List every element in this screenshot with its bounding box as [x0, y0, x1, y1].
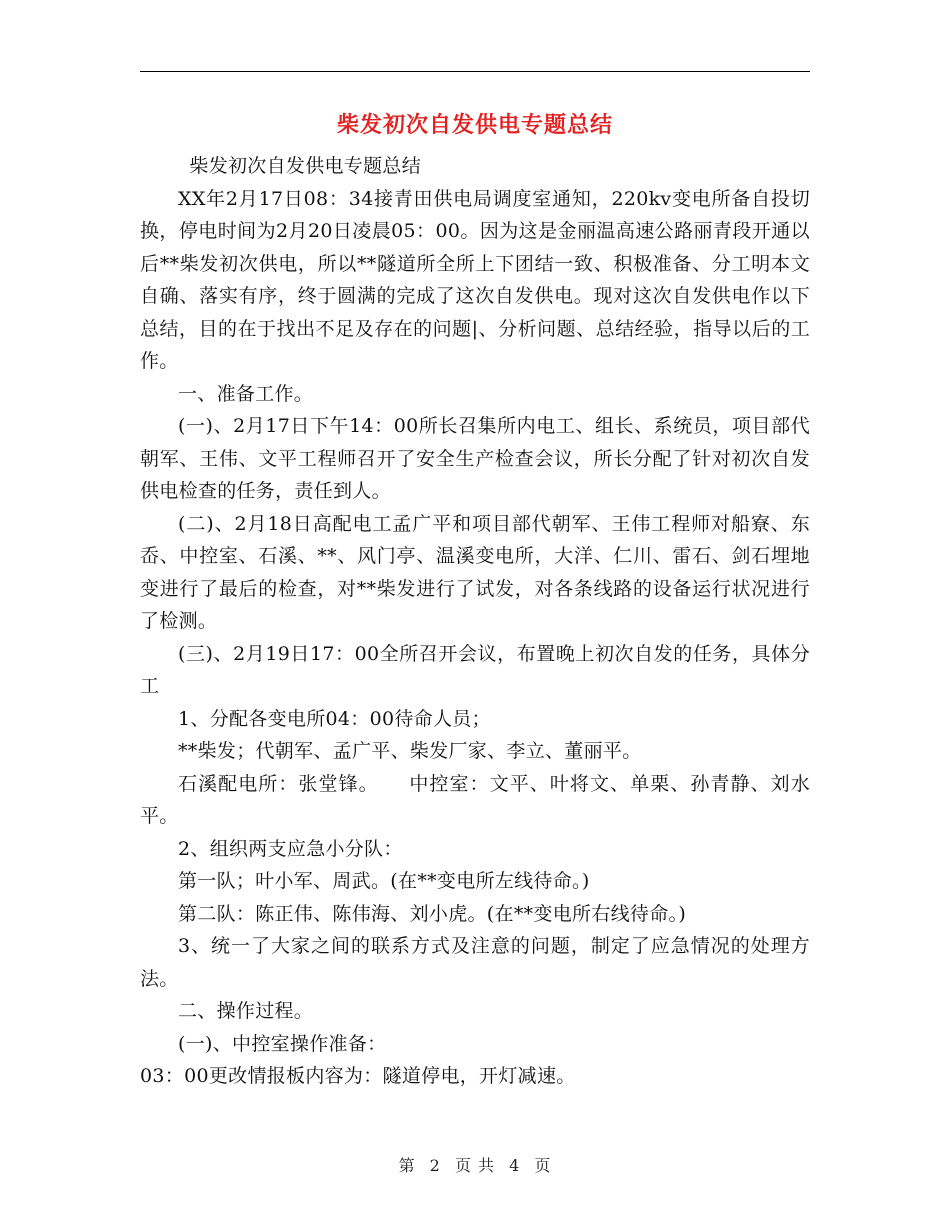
- paragraph: 3、统一了大家之间的联系方式及注意的问题，制定了应急情况的处理方法。: [140, 935, 810, 990]
- footer-suffix: 页: [534, 1156, 552, 1175]
- paragraph: 二、操作过程。: [178, 1000, 314, 1022]
- document-subtitle: 柴发初次自发供电专题总结: [189, 155, 421, 177]
- header-rule: [140, 71, 810, 72]
- paragraph: 石溪配电所：张堂锋。 中控室：文平、叶将文、单栗、孙青静、刘水平。: [140, 772, 810, 827]
- footer-prefix: 第: [398, 1156, 416, 1175]
- paragraph: 2、组织两支应急小分队：: [178, 837, 403, 860]
- footer-middle: 页 共: [454, 1156, 496, 1175]
- page-footer: [0, 1153, 950, 1176]
- footer-page-total: 4: [509, 1156, 521, 1175]
- paragraph: (一)、中控室操作准备：: [178, 1032, 387, 1055]
- paragraph: (二)、2月18日高配电工孟广平和项目部代朝军、王伟工程师对船寮、东岙、中控室、石溪、**、风门亭、温溪变电所，大洋、仁川、雷石、剑石埋地变进行了最后的检查，对**柴发进行了试发，对各条线路的设备运行状况进行了检测。: [140, 512, 810, 632]
- paragraph: (三)、2月19日17：00全所召开会议，布置晚上初次自发的任务，具体分工: [140, 642, 810, 697]
- paragraph: 第一队；叶小军、周武。(在**变电所左线待命。): [178, 870, 590, 892]
- paragraph: **柴发；代朝军、孟广平、柴发厂家、李立、董丽平。: [178, 740, 642, 762]
- paragraph: 一、准备工作。: [178, 382, 314, 405]
- document-title: 柴发初次自发供电专题总结: [336, 112, 613, 138]
- footer-page-number: 2: [429, 1156, 441, 1175]
- paragraph: 第二队：陈正伟、陈伟海、刘小虎。(在**变电所右线待命。): [178, 902, 687, 925]
- paragraph-last-line: 03：00更改情报板内容为：隧道停电，开灯减速。: [140, 1065, 576, 1087]
- document-body: [140, 150, 810, 1093]
- paragraph: XX年2月17日08：34接青田供电局调度室通知，220kv变电所备自投切换，停电时间为2月20日凌晨05：00。因为这是金丽温高速公路丽青段开通以后**柴发初次供电，所以**隧道所全所上下团结一致、积极准备、分工明本文自确、落实有序，终于圆满的完成了这次自发供电。现对这次自发供电作以下总结，目的在于找出不足及存在的问题|、分析问题、总结经验，指导以后的工作。: [140, 187, 810, 372]
- paragraph: 1、分配各变电所04：00待命人员；: [178, 707, 491, 730]
- paragraph: (一)、2月17日下午14：00所长召集所内电工、组长、系统员，项目部代朝军、王伟、文平工程师召开了安全生产检查会议，所长分配了针对初次自发供电检查的任务，责任到人。: [140, 415, 810, 502]
